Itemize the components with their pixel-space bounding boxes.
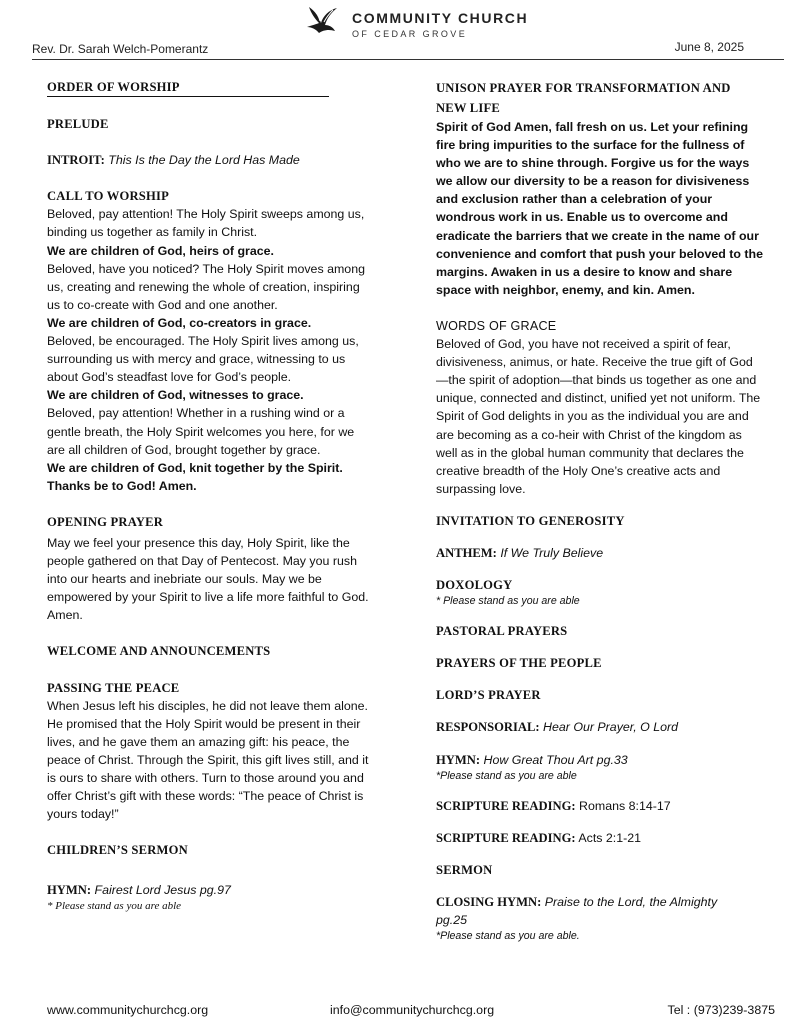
prayers-of-people-heading: PRAYERS OF THE PEOPLE — [436, 656, 602, 671]
footer-website[interactable]: www.communitychurchcg.org — [47, 1003, 209, 1017]
passing-peace-heading: PASSING THE PEACE — [47, 680, 180, 695]
prelude-heading: PRELUDE — [47, 117, 109, 132]
opening-prayer-heading: OPENING PRAYER — [47, 514, 164, 529]
responsorial-line — [436, 718, 764, 736]
footer-phone: Tel : (973)239-3875 — [667, 1003, 775, 1017]
opening-prayer-text: May we feel your presence this day, Holy Spirit, like the people gathered on that Day of Pentecost. May you rush into our hearts and inebriate our souls. May we be empowered by your Spirit to live a life more faithful to God. Amen. — [47, 535, 369, 623]
pastor-name: Rev. Dr. Sarah Welch-Pomerantz — [32, 42, 209, 56]
anthem-label: ANTHEM: — [436, 545, 497, 560]
call-response-line: We are children of God, knit together by the Spirit. Thanks be to God! Amen. — [47, 460, 343, 493]
call-response-line: We are children of God, co-creators in grace. — [47, 315, 312, 330]
call-response-line: We are children of God, witnesses to grace. — [47, 388, 304, 403]
hymn2-line — [436, 751, 764, 769]
introit-line — [47, 151, 369, 169]
call-leader-line: Beloved, have you noticed? The Holy Spirit moves among us, creating and renewing the whole of creation, inspiring us to co-create with God and one another. — [47, 261, 365, 312]
call-leader-line: Beloved, pay attention! The Holy Spirit sweeps among us, binding us together as family in Christ. — [47, 207, 365, 240]
closing-hymn-title: Praise to the Lord, the Almighty pg.25 — [436, 894, 718, 927]
hymn1-note: * Please stand as you are able — [47, 900, 182, 913]
call-leader-line: Beloved, pay attention! Whether in a rushing wind or a gentle breath, the Holy Spirit welcomes you here, for we are all children of God, brought together by grace. — [47, 406, 355, 457]
unison-prayer-text: Spirit of God Amen, fall fresh on us. Let your refining fire bring impurities to the surface for the fullness of who we are to shine through. Forgive us for the ways we allow our diversity to be a reason for divisiveness and exclusion rather than a celebration of your wondrous work in us. Enable us to overcome and eradicate the barriers that we create in the name of our convenience and comfort that push your beloved to the margins. Awaken in us a desire to know and share space with neighbor, enemy, and kin. Amen. — [436, 120, 764, 297]
hymn1-line — [47, 881, 369, 899]
closing-hymn-label: CLOSING HYMN: — [436, 894, 542, 909]
scripture2-line — [436, 829, 764, 847]
lords-prayer-heading: LORD’S PRAYER — [436, 688, 541, 703]
order-title: ORDER OF WORSHIP — [47, 78, 329, 97]
introit-label: INTROIT: — [47, 153, 105, 168]
scripture2-label: SCRIPTURE READING: — [436, 830, 576, 845]
footer-email[interactable]: info@communitychurchcg.org — [330, 1003, 495, 1017]
call-response-line: We are children of God, heirs of grace. — [47, 243, 274, 258]
doxology-heading: DOXOLOGY — [436, 578, 513, 593]
service-date: June 8, 2025 — [674, 40, 744, 54]
scripture1-label: SCRIPTURE READING: — [436, 798, 576, 813]
call-leader-line: Beloved, be encouraged. The Holy Spirit lives among us, surrounding us with mercy and grace, witnessing to us about God’s steadfast love for God’s people. — [47, 334, 359, 385]
hymn1-title: Fairest Lord Jesus pg.97 — [91, 883, 231, 898]
scripture1-ref: Romans 8:14-17 — [575, 798, 671, 813]
welcome-heading: WELCOME AND ANNOUNCEMENTS — [47, 644, 271, 659]
sermon-heading: SERMON — [436, 862, 493, 877]
closing-hymn-line — [436, 893, 736, 929]
anthem-title: If We Truly Believe — [496, 545, 604, 560]
hymn2-title: How Great Thou Art pg.33 — [480, 752, 628, 767]
responsorial-title: Hear Our Prayer, O Lord — [539, 720, 678, 735]
hymn1-label: HYMN: — [47, 883, 92, 898]
hymn2-note: *Please stand as you are able — [436, 769, 577, 782]
header-divider — [32, 59, 784, 60]
words-of-grace-heading: WORDS OF GRACE — [436, 318, 557, 333]
right-column — [436, 78, 764, 943]
closing-hymn-note: *Please stand as you are able. — [436, 930, 580, 943]
call-to-worship-heading: CALL TO WORSHIP — [47, 189, 169, 204]
church-subtitle: OF CEDAR GROVE — [352, 29, 468, 39]
passing-peace-text: When Jesus left his disciples, he did not leave them alone. He promised that the Holy Spirit would be present in their lives, and he gave them an amazing gift: his peace, the peace of Christ. Through the Spirit, this gift lives still, and it is ours to share with others. Turn to those around you and offer Christ’s gift with these words: “The peace of Christ is yours today!” — [47, 698, 369, 822]
words-of-grace-text: Beloved of God, you have not received a spirit of fear, divisiveness, animus, or hate. Receive the true gift of God—the spirit of adoption—that binds us together as one and unique, connected and distinct, unified yet not uniform. The Spirit of God delights in you as the individual you are and are becoming as a co-heir with Christ of the kingdom as well as in the global human community that declares the creative breadth of the Holy One’s creative acts and surpassing love. — [436, 337, 761, 496]
generosity-heading: INVITATION TO GENEROSITY — [436, 513, 625, 528]
doxology-note: * Please stand as you are able — [436, 595, 580, 608]
left-column — [47, 78, 369, 913]
responsorial-label: RESPONSORIAL: — [436, 720, 540, 735]
unison-prayer-heading: UNISON PRAYER FOR TRANSFORMATION AND NEW LIFE — [436, 81, 731, 115]
dove-icon — [303, 3, 343, 35]
call-to-worship-text — [47, 205, 369, 495]
scripture1-line — [436, 797, 764, 815]
introit-title: This Is the Day the Lord Has Made — [104, 153, 300, 168]
pastoral-prayers-heading: PASTORAL PRAYERS — [436, 624, 568, 639]
scripture2-ref: Acts 2:1-21 — [575, 830, 642, 845]
hymn2-label: HYMN: — [436, 752, 481, 767]
church-name: COMMUNITY CHURCH — [352, 10, 529, 26]
anthem-line — [436, 544, 764, 562]
childrens-sermon-heading: CHILDREN’S SERMON — [47, 843, 188, 858]
